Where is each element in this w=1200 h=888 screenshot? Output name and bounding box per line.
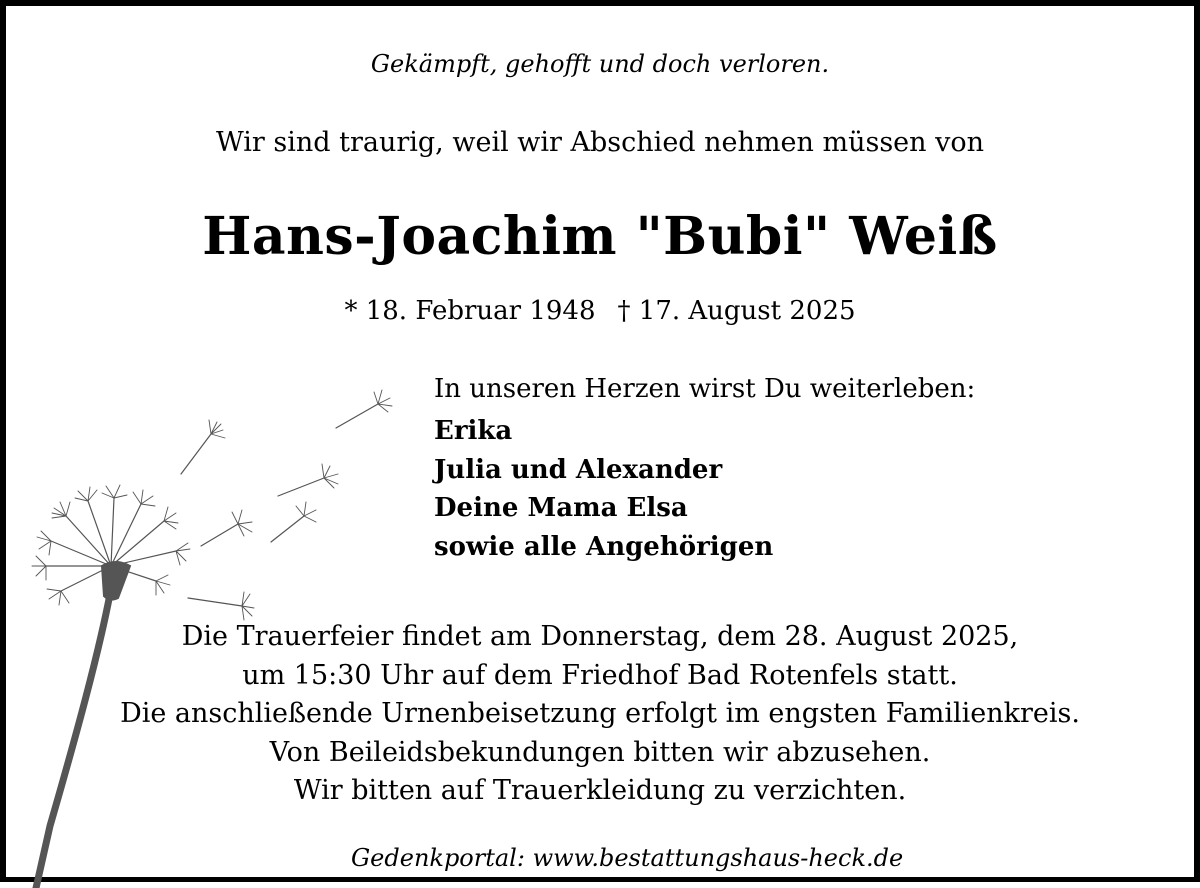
service-details [6,618,1194,811]
service-line: um 15:30 Uhr auf dem Friedhof Bad Rotenfels statt. [242,659,958,691]
mourner-name: sowie alle Angehörigen [434,531,774,562]
mourners-lead: In unseren Herzen wirst Du weiterleben: [434,374,976,404]
mourners-block [434,374,975,566]
mourner-name: Erika [434,416,513,446]
memorial-portal-link: Gedenkportal: www.bestattungshaus-heck.de [351,844,904,872]
motto: Gekämpft, gehofft und doch verloren. [370,50,830,78]
service-line: Wir bitten auf Trauerkleidung zu verzichten. [293,775,907,806]
life-dates [6,296,1194,326]
birth-date: * 18. Februar 1948 [344,296,596,326]
service-line: Die Trauerfeier findet am Donnerstag, dem 28. August 2025, [181,621,1019,652]
mourner-name: Julia und Alexander [434,454,723,485]
service-line: Die anschließende Urnenbeisetzung erfolgt im engsten Familienkreis. [120,698,1080,729]
intro-text: Wir sind traurig, weil wir Abschied nehmen müssen von [215,127,985,158]
mourner-name: Deine Mama Elsa [434,493,688,523]
deceased-name: Hans-Joachim "Bubi" Weiß [202,206,998,267]
service-line: Von Beileidsbekundungen bitten wir abzusehen. [269,736,931,768]
death-date: † 17. August 2025 [617,296,856,326]
